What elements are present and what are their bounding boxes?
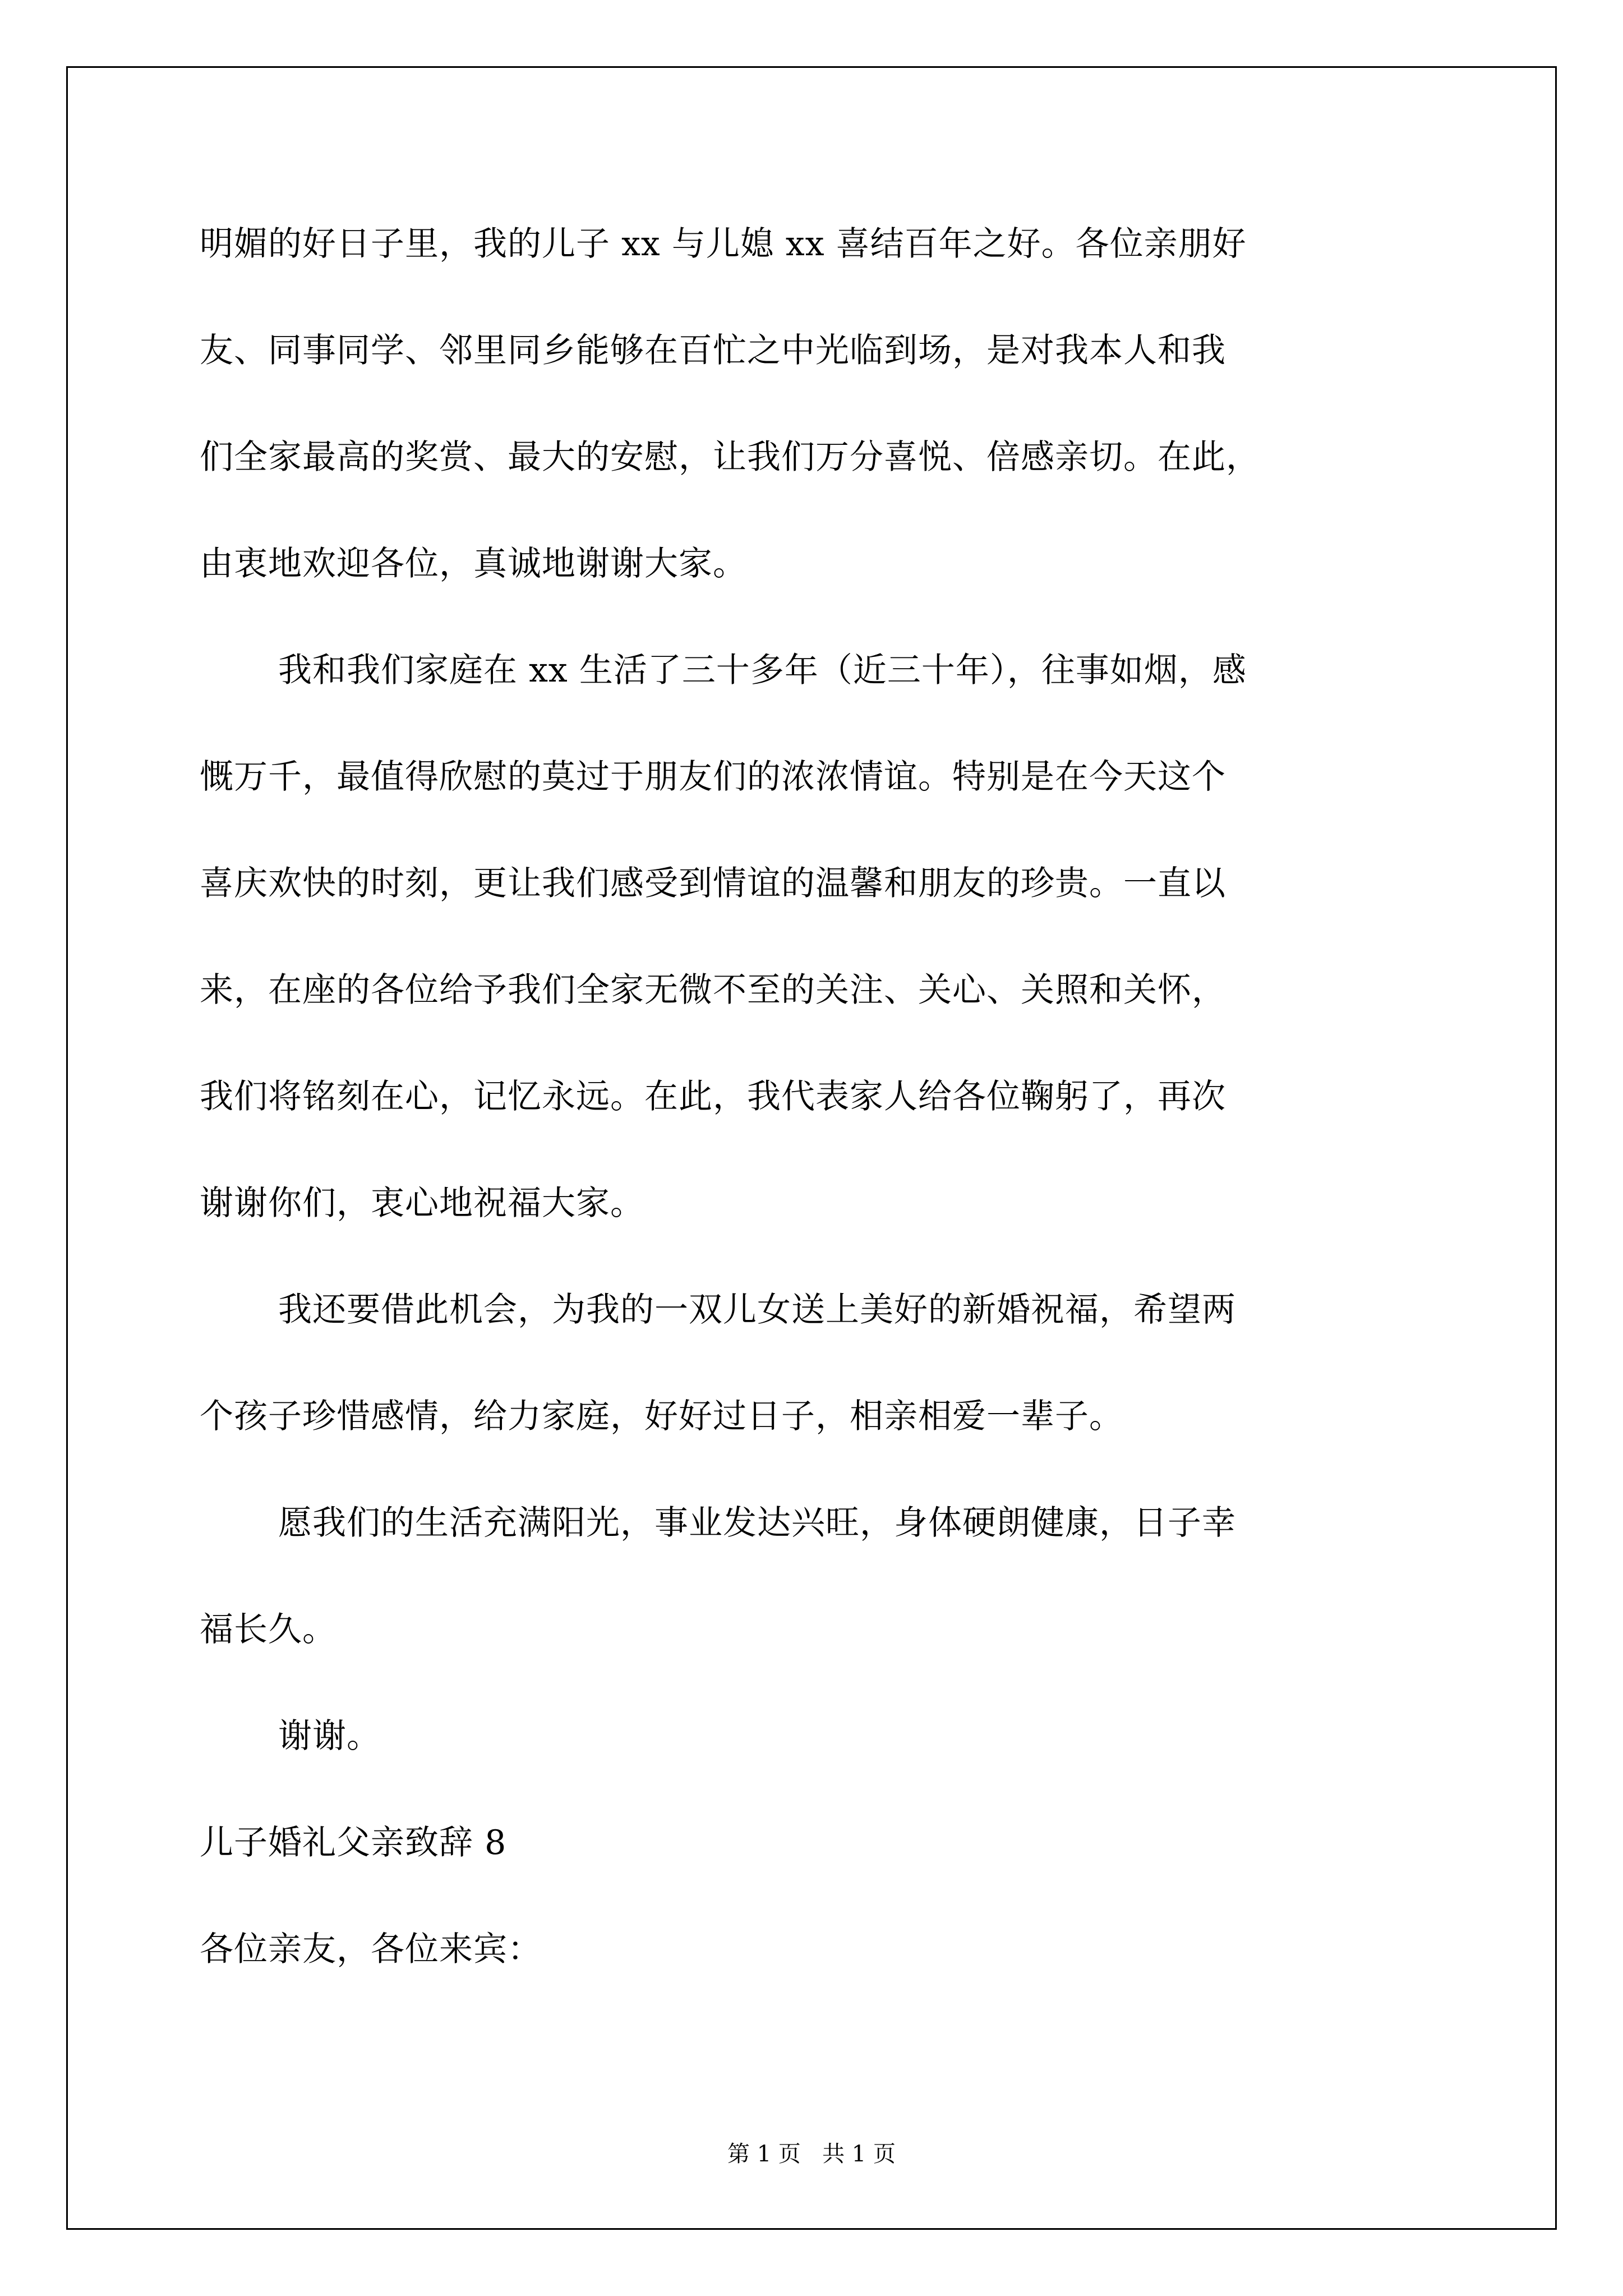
page-footer: 第 1 页 共 1 页 — [727, 2141, 896, 2167]
text-line: 喜庆欢快的时刻，更让我们感受到情谊的温馨和朋友的珍贵。一直以 — [200, 864, 1226, 903]
text-line: 谢谢你们，衷心地祝福大家。 — [200, 1184, 644, 1223]
text-line: 来，在座的各位给予我们全家无微不至的关注、关心、关照和关怀， — [200, 970, 1226, 1010]
section-heading: 儿子婚礼父亲致辞 8 — [200, 1823, 507, 1862]
document-body — [200, 213, 1456, 2025]
text-line: 我还要借此机会，为我的一双儿女送上美好的新婚祝福，希望两 — [278, 1290, 1236, 1329]
text-line: 愿我们的生活充满阳光，事业发达兴旺，身体硬朗健康，日子幸 — [278, 1503, 1236, 1543]
text-line: 由衷地欢迎各位，真诚地谢谢大家。 — [200, 544, 747, 583]
text-line: 个孩子珍惜感情，给力家庭，好好过日子，相亲相爱一辈子。 — [200, 1397, 1123, 1436]
salutation: 各位亲友，各位来宾： — [200, 1930, 542, 1969]
text-line: 我和我们家庭在 xx 生活了三十多年（近三十年），往事如烟，感 — [278, 651, 1247, 690]
text-line: 明媚的好日子里，我的儿子 xx 与儿媳 xx 喜结百年之好。各位亲朋好 — [200, 224, 1247, 264]
text-line: 我们将铭刻在心，记忆永远。在此，我代表家人给各位鞠躬了，再次 — [200, 1077, 1226, 1116]
text-line: 福长久。 — [200, 1610, 336, 1649]
text-line: 慨万千，最值得欣慰的莫过于朋友们的浓浓情谊。特别是在今天这个 — [200, 757, 1226, 797]
text-line: 们全家最高的奖赏、最大的安慰，让我们万分喜悦、倍感亲切。在此， — [200, 438, 1260, 477]
text-line: 谢谢。 — [278, 1717, 381, 1756]
text-line: 友、同事同学、邻里同乡能够在百忙之中光临到场，是对我本人和我 — [200, 331, 1226, 370]
